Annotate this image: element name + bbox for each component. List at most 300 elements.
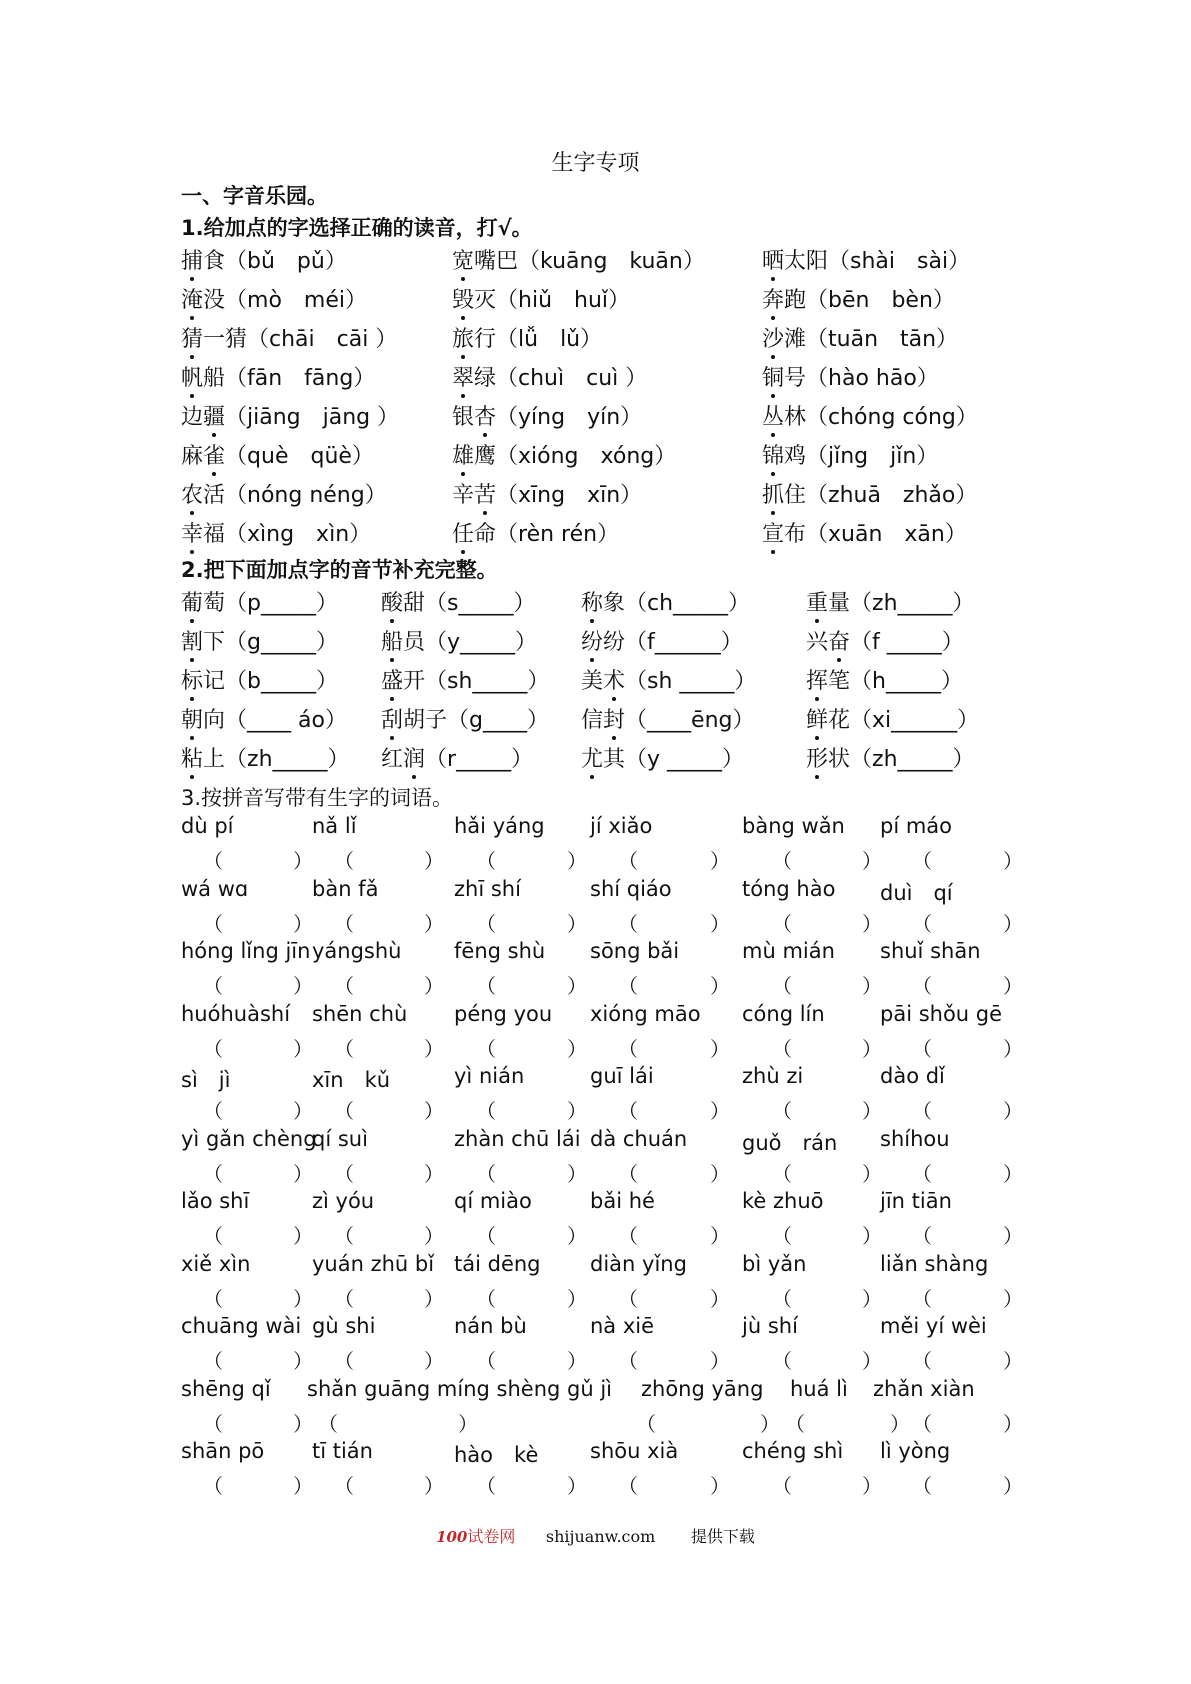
answer-blank-open: （ <box>334 974 354 998</box>
dotted-character: 抓 <box>762 478 784 509</box>
question3-heading: 3.按拼音写带有生字的词语。 <box>181 786 454 810</box>
pinyin-word: zhù zi <box>742 1064 804 1088</box>
answer-blank-open: （ <box>636 1412 656 1436</box>
answer-blank-close: ） <box>862 974 882 998</box>
answer-blank-close: ） <box>424 1099 444 1123</box>
pinyin-word: wá wɑ <box>181 877 249 901</box>
dotted-character: 封 <box>603 703 625 734</box>
question1-heading: 1.给加点的字选择正确的读音，打√。 <box>181 216 533 240</box>
item-text-after: 其（y _____） <box>603 747 745 772</box>
item-text-after: 命（rèn rén） <box>474 522 620 547</box>
answer-blank-open: （ <box>912 974 932 998</box>
answer-blank-close: ） <box>862 849 882 873</box>
item-text-after: 记（b_____） <box>203 669 338 694</box>
item-text-after: 滩（tuān tān） <box>784 327 959 352</box>
dotted-character: 农 <box>181 478 203 509</box>
choice-item <box>452 283 630 314</box>
dotted-character: 重 <box>806 586 828 617</box>
dotted-character: 标 <box>181 664 203 695</box>
answer-blank-open: （ <box>203 1412 223 1436</box>
dotted-character: 猜 <box>181 322 203 353</box>
pinyin-word: xióng māo <box>590 1002 701 1026</box>
dotted-character: 朝 <box>181 703 203 734</box>
answer-blank-open: （ <box>772 1349 792 1373</box>
item-text-after: 没（mò méi） <box>203 288 367 313</box>
item-text-before: 麻 <box>181 444 204 469</box>
answer-blank-open: （ <box>772 1099 792 1123</box>
choice-item <box>452 361 647 392</box>
item-text-after: 活（nóng néng） <box>203 483 387 508</box>
answer-blank-close: ） <box>862 1162 882 1186</box>
choice-item <box>452 400 642 431</box>
answer-blank-close: ） <box>1003 1224 1023 1248</box>
answer-blank-open: （ <box>334 1162 354 1186</box>
item-text-after: （yíng yín） <box>496 405 643 430</box>
pinyin-word: tái dēng <box>454 1252 541 1276</box>
answer-blank-close: ） <box>458 1412 478 1436</box>
answer-blank-close: ） <box>424 1162 444 1186</box>
dotted-character: 沙 <box>762 322 784 353</box>
answer-blank-close: ） <box>710 912 730 936</box>
pinyin-word: cóng lín <box>742 1002 825 1026</box>
answer-blank-close: ） <box>424 974 444 998</box>
answer-blank-open: （ <box>618 912 638 936</box>
answer-blank-close: ） <box>424 1287 444 1311</box>
pinyin-word: zhōng yāng <box>641 1377 764 1401</box>
pinyin-word: dà chuán <box>590 1127 688 1151</box>
fill-item <box>381 742 533 773</box>
answer-blank-open: （ <box>618 1474 638 1498</box>
dotted-character: 淹 <box>181 283 203 314</box>
answer-blank-open: （ <box>476 1224 496 1248</box>
pinyin-word: shēn chù <box>312 1002 408 1026</box>
answer-blank-open: （ <box>334 1037 354 1061</box>
answer-blank-open: （ <box>772 1037 792 1061</box>
answer-blank-open: （ <box>203 1099 223 1123</box>
answer-blank-close: ） <box>760 1412 780 1436</box>
answer-blank-close: ） <box>1003 1287 1023 1311</box>
pinyin-word: pāi shǒu gē <box>880 1002 1003 1026</box>
answer-blank-open: （ <box>912 1474 932 1498</box>
answer-blank-open: （ <box>334 1349 354 1373</box>
answer-blank-close: ） <box>862 1349 882 1373</box>
footer <box>0 1524 1191 1547</box>
item-text-after: （xīng xīn） <box>496 483 643 508</box>
item-text-after: 行（lǚ lǔ） <box>474 327 603 352</box>
answer-blank-open: （ <box>772 849 792 873</box>
answer-blank-open: （ <box>334 1099 354 1123</box>
item-text-before: 兴 <box>806 630 829 655</box>
choice-item <box>762 322 958 353</box>
pinyin-word: qí suì <box>312 1127 368 1151</box>
pinyin-word: guǒ rán <box>742 1131 838 1155</box>
dotted-character: 翠 <box>452 361 474 392</box>
fill-item <box>806 664 963 695</box>
item-text-before: 辛 <box>452 483 475 508</box>
pinyin-word: chuāng wài <box>181 1314 302 1338</box>
answer-blank-open: （ <box>476 1474 496 1498</box>
pinyin-word: lì yòng <box>880 1439 951 1463</box>
answer-blank-close: ） <box>710 849 730 873</box>
answer-blank-close: ） <box>890 1412 910 1436</box>
choice-item <box>762 244 970 275</box>
dotted-character: 旅 <box>452 322 474 353</box>
pinyin-word: fēng shù <box>454 939 546 963</box>
dotted-character: 疆 <box>203 400 225 431</box>
answer-blank-open: （ <box>334 1474 354 1498</box>
logo-number: 100 <box>436 1528 468 1546</box>
fill-item <box>806 742 975 773</box>
pinyin-word: xiě xìn <box>181 1252 251 1276</box>
item-text-after: 象（ch_____） <box>603 591 751 616</box>
item-text-after: 员（y_____） <box>403 630 538 655</box>
answer-blank-close: ） <box>567 1349 587 1373</box>
fill-item <box>806 625 964 656</box>
answer-blank-close: ） <box>710 1162 730 1186</box>
pinyin-word: huá lì <box>790 1377 848 1401</box>
pinyin-word: pí máo <box>880 814 953 838</box>
pinyin-word: shān pō <box>181 1439 265 1463</box>
answer-blank-close: ） <box>1003 1037 1023 1061</box>
choice-item <box>762 361 939 392</box>
answer-blank-open: （ <box>772 1224 792 1248</box>
answer-blank-open: （ <box>203 974 223 998</box>
answer-blank-close: ） <box>567 1474 587 1498</box>
dotted-character: 称 <box>581 586 603 617</box>
item-text-after: （____ēng） <box>625 708 755 733</box>
pinyin-word: qí miào <box>454 1189 532 1213</box>
item-text-after: 一猜（chāi cāi ） <box>203 327 398 352</box>
pinyin-word: yuán zhū bǐ <box>312 1252 435 1276</box>
answer-blank-close: ） <box>424 912 444 936</box>
answer-blank-open: （ <box>476 1349 496 1373</box>
dotted-character: 丛 <box>762 400 784 431</box>
fill-item <box>381 703 549 734</box>
choice-item <box>762 400 978 431</box>
answer-blank-open: （ <box>618 849 638 873</box>
dotted-character: 形 <box>806 742 828 773</box>
fill-item <box>581 742 744 773</box>
choice-item <box>181 244 347 275</box>
pinyin-word: duì qí <box>880 881 953 905</box>
pinyin-word: kè zhuō <box>742 1189 824 1213</box>
footer-site: shijuanw.com <box>545 1527 656 1546</box>
answer-blank-close: ） <box>862 912 882 936</box>
choice-item <box>452 478 642 509</box>
item-text-before: 边 <box>181 405 204 430</box>
item-text-after: （f _____） <box>850 630 964 655</box>
choice-item <box>762 283 955 314</box>
answer-blank-open: （ <box>618 1349 638 1373</box>
answer-blank-close: ） <box>862 1474 882 1498</box>
item-text-after: （jiāng jāng ） <box>225 405 400 430</box>
choice-item <box>452 244 705 275</box>
dotted-character: 雄 <box>452 439 474 470</box>
dotted-character: 纷 <box>581 625 603 656</box>
fill-item <box>181 625 338 656</box>
pinyin-word: sōng bǎi <box>590 939 680 963</box>
fill-item <box>181 586 338 617</box>
answer-blank-close: ） <box>710 1224 730 1248</box>
pinyin-word: jīn tiān <box>880 1189 952 1213</box>
answer-blank-open: （ <box>912 912 932 936</box>
answer-blank-close: ） <box>567 849 587 873</box>
dotted-character: 奔 <box>762 283 784 314</box>
answer-blank-close: ） <box>293 1287 313 1311</box>
answer-blank-close: ） <box>424 849 444 873</box>
fill-item <box>381 625 537 656</box>
pinyin-word: bàng wǎn <box>742 814 845 838</box>
fill-item <box>381 664 549 695</box>
logo-text: 试卷网 <box>467 1527 516 1546</box>
pinyin-word: sì jì <box>181 1068 231 1092</box>
pinyin-word: liǎn shàng <box>880 1252 989 1276</box>
dotted-character: 杏 <box>474 400 496 431</box>
dotted-character: 宽 <box>452 244 474 275</box>
fill-item <box>381 586 535 617</box>
item-text-after: 嘴巴（kuāng kuān） <box>474 249 705 274</box>
answer-blank-open: （ <box>912 1224 932 1248</box>
answer-blank-close: ） <box>567 974 587 998</box>
choice-item <box>181 439 374 470</box>
item-text-after: 号（hào hāo） <box>784 366 939 391</box>
answer-blank-close: ） <box>1003 912 1023 936</box>
item-text-after: 跑（bēn bèn） <box>784 288 955 313</box>
item-text-after: （sh _____） <box>625 669 757 694</box>
pinyin-word: shí qiáo <box>590 877 672 901</box>
answer-blank-close: ） <box>567 1224 587 1248</box>
item-text-after: 住（zhuā zhǎo） <box>784 483 978 508</box>
dotted-character: 船 <box>381 625 403 656</box>
pinyin-word: shōu xià <box>590 1439 679 1463</box>
dotted-character: 奋 <box>828 625 850 656</box>
item-text-after: 开（sh_____） <box>403 669 550 694</box>
pinyin-word: tī tián <box>312 1439 373 1463</box>
dotted-character: 润 <box>403 742 425 773</box>
answer-blank-close: ） <box>293 849 313 873</box>
choice-item <box>181 361 375 392</box>
answer-blank-open: （ <box>772 974 792 998</box>
answer-blank-open: （ <box>476 1287 496 1311</box>
dotted-character: 尤 <box>581 742 603 773</box>
answer-blank-open: （ <box>912 1037 932 1061</box>
dotted-character: 帆 <box>181 361 203 392</box>
choice-item <box>181 283 367 314</box>
pinyin-word: měi yí wèi <box>880 1314 987 1338</box>
pinyin-word: guī lái <box>590 1064 654 1088</box>
item-text-after: 下（g_____） <box>203 630 338 655</box>
item-text-after: 食（bǔ pǔ） <box>203 249 347 274</box>
dotted-character: 铜 <box>762 361 784 392</box>
choice-item <box>181 517 371 548</box>
answer-blank-close: ） <box>862 1037 882 1061</box>
answer-blank-open: （ <box>912 1099 932 1123</box>
answer-blank-open: （ <box>772 1287 792 1311</box>
answer-blank-close: ） <box>567 1099 587 1123</box>
dotted-character: 苦 <box>474 478 496 509</box>
answer-blank-close: ） <box>1003 1349 1023 1373</box>
answer-blank-close: ） <box>293 974 313 998</box>
pinyin-word: nǎ lǐ <box>312 814 357 838</box>
answer-blank-open: （ <box>772 912 792 936</box>
dotted-character: 毁 <box>452 283 474 314</box>
choice-item <box>762 439 938 470</box>
pinyin-word: chéng shì <box>742 1439 844 1463</box>
answer-blank-open: （ <box>912 1349 932 1373</box>
answer-blank-close: ） <box>567 1037 587 1061</box>
item-text-after: 鸡（jǐng jǐn） <box>784 444 939 469</box>
item-text-after: 状（zh_____） <box>828 747 975 772</box>
dotted-character: 锦 <box>762 439 784 470</box>
answer-blank-open: （ <box>203 1474 223 1498</box>
item-text-before: 银 <box>452 405 475 430</box>
pinyin-word: nán bù <box>454 1314 527 1338</box>
answer-blank-open: （ <box>203 849 223 873</box>
item-text-after: 花（xi______） <box>828 708 980 733</box>
fill-item <box>581 586 750 617</box>
pinyin-word: jù shí <box>742 1314 798 1338</box>
dotted-character: 雀 <box>203 439 225 470</box>
answer-blank-close: ） <box>293 1162 313 1186</box>
answer-blank-open: （ <box>618 1162 638 1186</box>
dotted-character: 捕 <box>181 244 203 275</box>
fill-item <box>806 703 979 734</box>
pinyin-word: gù shi <box>312 1314 376 1338</box>
answer-blank-close: ） <box>1003 1474 1023 1498</box>
item-text-after: 甜（s_____） <box>403 591 536 616</box>
pinyin-word: xīn kǔ <box>312 1068 391 1092</box>
item-text-after: （què qüè） <box>225 444 374 469</box>
dotted-character: 鲜 <box>806 703 828 734</box>
answer-blank-open: （ <box>476 1037 496 1061</box>
answer-blank-open: （ <box>912 1162 932 1186</box>
pinyin-word: zì yóu <box>312 1189 375 1213</box>
answer-blank-open: （ <box>203 1037 223 1061</box>
answer-blank-close: ） <box>293 1474 313 1498</box>
answer-blank-open: （ <box>618 1224 638 1248</box>
pinyin-word: diàn yǐng <box>590 1252 687 1276</box>
pinyin-word: lǎo shī <box>181 1189 250 1213</box>
answer-blank-close: ） <box>710 1287 730 1311</box>
choice-item <box>452 322 602 353</box>
item-text-after: 胡子（g____） <box>403 708 549 733</box>
answer-blank-open: （ <box>618 1037 638 1061</box>
choice-item <box>181 478 387 509</box>
choice-item <box>762 517 967 548</box>
answer-blank-close: ） <box>293 1412 313 1436</box>
page-title: 生字专项 <box>551 151 640 176</box>
item-text-before: 信 <box>581 708 604 733</box>
answer-blank-close: ） <box>424 1037 444 1061</box>
answer-blank-open: （ <box>912 1412 932 1436</box>
pinyin-word: zhī shí <box>454 877 521 901</box>
pinyin-word: bàn fǎ <box>312 877 379 901</box>
answer-blank-open: （ <box>772 1162 792 1186</box>
answer-blank-close: ） <box>293 1099 313 1123</box>
dotted-character: 挥 <box>806 664 828 695</box>
fill-item <box>181 664 338 695</box>
answer-blank-open: （ <box>203 1287 223 1311</box>
answer-blank-close: ） <box>567 1162 587 1186</box>
item-text-after: 太阳（shài sài） <box>784 249 971 274</box>
pinyin-word: hào kè <box>454 1443 539 1467</box>
answer-blank-close: ） <box>424 1224 444 1248</box>
answer-blank-open: （ <box>203 1349 223 1373</box>
answer-blank-close: ） <box>293 1349 313 1373</box>
choice-item <box>762 478 977 509</box>
pinyin-word: bǎi hé <box>590 1189 655 1213</box>
item-text-after: 灭（hiǔ huǐ） <box>474 288 631 313</box>
answer-blank-close: ） <box>862 1287 882 1311</box>
answer-blank-open: （ <box>618 1287 638 1311</box>
answer-blank-close: ） <box>567 1287 587 1311</box>
answer-blank-open: （ <box>618 974 638 998</box>
item-text-after: 上（zh_____） <box>203 747 350 772</box>
item-text-after: 纷（f______） <box>603 630 743 655</box>
answer-blank-close: ） <box>862 1224 882 1248</box>
answer-blank-close: ） <box>293 1037 313 1061</box>
pinyin-word: shǎn guāng míng shèng gǔ jì <box>307 1377 613 1401</box>
item-text-after: 鹰（xióng xóng） <box>474 444 677 469</box>
answer-blank-close: ） <box>1003 1162 1023 1186</box>
answer-blank-open: （ <box>203 912 223 936</box>
item-text-after: 船（fān fāng） <box>203 366 376 391</box>
pinyin-word: mù mián <box>742 939 835 963</box>
fill-item <box>806 586 975 617</box>
answer-blank-close: ） <box>862 1099 882 1123</box>
pinyin-word: jí xiǎo <box>590 814 653 838</box>
pinyin-word: huóhuàshí <box>181 1002 291 1026</box>
answer-blank-close: ） <box>710 1037 730 1061</box>
answer-blank-close: ） <box>710 974 730 998</box>
dotted-character: 盛 <box>381 664 403 695</box>
answer-blank-open: （ <box>334 1224 354 1248</box>
answer-blank-close: ） <box>1003 1099 1023 1123</box>
pinyin-word: bì yǎn <box>742 1252 807 1276</box>
pinyin-word: shuǐ shān <box>880 939 981 963</box>
answer-blank-open: （ <box>912 849 932 873</box>
answer-blank-close: ） <box>567 912 587 936</box>
answer-blank-open: （ <box>476 1162 496 1186</box>
answer-blank-open: （ <box>334 912 354 936</box>
choice-item <box>452 439 676 470</box>
dotted-character: 术 <box>603 664 625 695</box>
answer-blank-open: （ <box>476 849 496 873</box>
answer-blank-open: （ <box>334 1287 354 1311</box>
item-text-after: （r_____） <box>425 747 534 772</box>
pinyin-word: nà xiē <box>590 1314 655 1338</box>
pinyin-word: zhàn chū lái <box>454 1127 581 1151</box>
section-heading: 一、字音乐园。 <box>181 184 328 208</box>
pinyin-word: hǎi yáng <box>454 814 545 838</box>
choice-item <box>181 322 397 353</box>
item-text-after: 萄（p_____） <box>203 591 338 616</box>
dotted-character: 幸 <box>181 517 203 548</box>
dotted-character: 刮 <box>381 703 403 734</box>
fill-item <box>181 703 347 734</box>
fill-item <box>581 703 754 734</box>
answer-blank-open: （ <box>772 1474 792 1498</box>
choice-item <box>452 517 619 548</box>
item-text-after: 林（chóng cóng） <box>784 405 978 430</box>
dotted-character: 酸 <box>381 586 403 617</box>
answer-blank-open: （ <box>618 1099 638 1123</box>
pinyin-word: hóng lǐng jīn <box>181 939 311 963</box>
answer-blank-close: ） <box>710 1474 730 1498</box>
pinyin-word: yì gǎn chèng <box>181 1127 317 1151</box>
answer-blank-close: ） <box>710 1099 730 1123</box>
item-text-before: 红 <box>381 747 404 772</box>
